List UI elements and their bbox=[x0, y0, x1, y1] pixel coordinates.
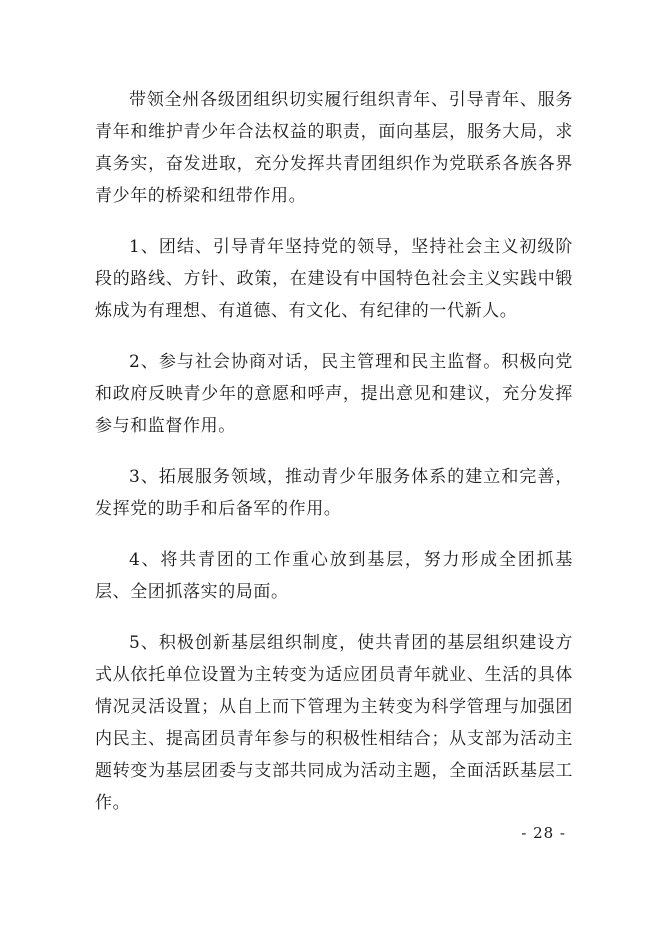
page-number: - 28 - bbox=[521, 824, 566, 842]
paragraph-item-4: 4、将共青团的工作重心放到基层，努力形成全团抓基层、全团抓落实的局面。 bbox=[95, 550, 573, 602]
paragraph-item-3: 3、拓展服务领域，推动青少年服务体系的建立和完善，发挥党的助手和后备军的作用。 bbox=[95, 467, 573, 519]
paragraph-item-1: 1、团结、引导青年坚持党的领导，坚持社会主义初级阶段的路线、方针、政策，在建设有中国特色社会主义实践中锻炼成为有理想、有道德、有文化、有纪律的一代新人。 bbox=[95, 237, 573, 321]
paragraph-item-5: 5、积极创新基层组织制度，使共青团的基层组织建设方式从依托单位设置为主转变为适应团员青年就业、生活的具体情况灵活设置；从自上而下管理为主转变为科学管理与加强团内民主、提高团员青年参与的积极性相结合；从支部为活动主题转变为基层团委与支部共同成为活动主题，全面活跃基层工作。 bbox=[95, 633, 573, 813]
document-body bbox=[95, 84, 573, 838]
paragraph-intro: 带领全州各级团组织切实履行组织青年、引导青年、服务青年和维护青少年合法权益的职责，面向基层，服务大局，求真务实，奋发进取，充分发挥共青团组织作为党联系各族各界青少年的桥梁和纽带作用。 bbox=[95, 90, 573, 206]
paragraph-item-2: 2、参与社会协商对话，民主管理和民主监督。积极向党和政府反映青少年的意愿和呼声，提出意见和建议，充分发挥参与和监督作用。 bbox=[95, 352, 573, 436]
